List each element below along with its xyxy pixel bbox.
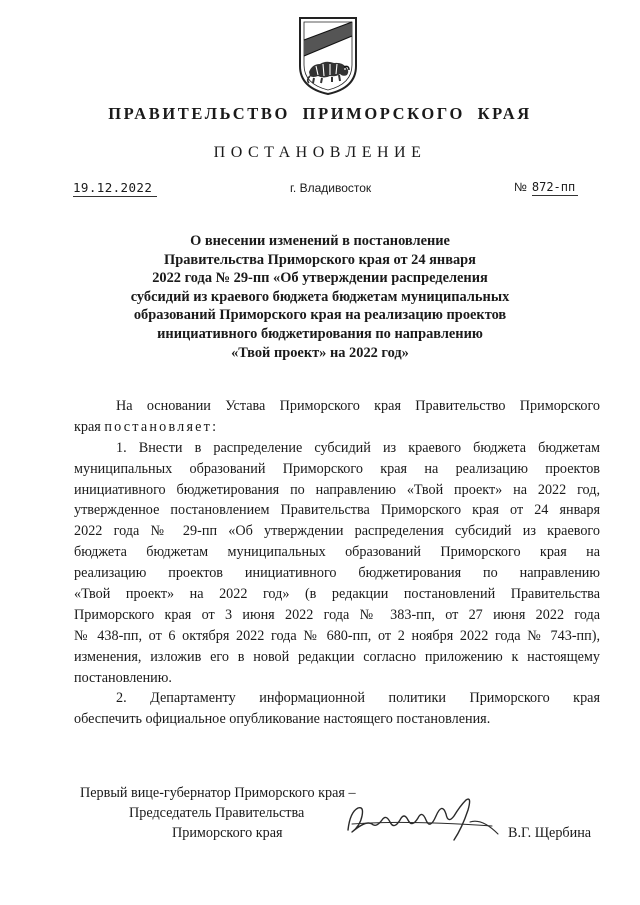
item-1-line: бюджета бюджетам муниципальных образований Приморского края на <box>74 544 600 561</box>
subject-line: субсидий из краевого бюджета бюджетам муниципальных <box>130 288 510 305</box>
item-1-line: утвержденное постановлением Правительства Приморского края от 24 января <box>74 502 600 519</box>
document-date: 19.12.2022 <box>73 180 157 197</box>
preamble-text: края <box>74 418 105 435</box>
item-1-line: 1. Внести в распределение субсидий из краевого бюджета бюджетам <box>116 439 600 456</box>
preamble-line: На основании Устава Приморского края Правительство Приморского <box>116 398 600 414</box>
item-1-line: Приморского края от 3 июня 2022 года № 383-пп, от 27 июня 2022 года <box>74 606 600 623</box>
coat-of-arms-icon <box>296 14 360 96</box>
item-1-line: 2022 года № 29-пп «Об утверждении распределения субсидий из краевого <box>74 523 600 540</box>
signatory-name: В.Г. Щербина <box>508 825 592 841</box>
item-1-line: постановлению. <box>74 669 172 686</box>
subject-line: Правительства Приморского края от 24 января <box>164 251 476 268</box>
subject-line: «Твой проект» на 2022 год» <box>231 344 409 361</box>
document-type: ПОСТАНОВЛЕНИЕ <box>213 144 427 161</box>
signatory-position: Председатель Правительства <box>129 805 305 821</box>
item-1-line: муниципальных образований Приморского края на реализацию проектов <box>74 460 600 477</box>
item-1-line: № 438-пп, от 6 октября 2022 года № 680-пп, от 2 ноября 2022 года № 743-пп), <box>74 627 600 644</box>
item-2-line: 2. Департаменту информационной политики Приморского края <box>116 690 600 707</box>
signatory-position: Приморского края <box>172 825 283 841</box>
subject-line: О внесении изменений в постановление <box>190 233 450 249</box>
preamble-line <box>74 417 600 438</box>
item-1-line: «Твой проект» на 2022 год» (в редакции постановлений Правительства <box>74 586 600 603</box>
signatory-position: Первый вице-губернатор Приморского края – <box>80 785 356 801</box>
document-number <box>514 180 578 196</box>
item-1-line: инициативного бюджетирования по направлению «Твой проект» на 2022 год, <box>74 481 600 498</box>
document-subject <box>100 232 540 362</box>
item-1-line: реализацию проектов инициативного бюджетирования по направлению <box>74 565 600 582</box>
number-value: 872-пп <box>532 180 578 196</box>
resolves-word: постановляет: <box>104 418 219 435</box>
item-1-line: изменения, изложив его в новой редакции согласно приложению к настоящему <box>74 648 600 665</box>
document-city: г. Владивосток <box>290 181 372 195</box>
number-prefix: № <box>514 180 527 194</box>
handwritten-signature-icon <box>342 790 506 848</box>
subject-line: образований Приморского края на реализацию проектов <box>133 307 507 324</box>
government-title: ПРАВИТЕЛЬСТВО ПРИМОРСКОГО КРАЯ <box>108 104 532 123</box>
item-2-line: обеспечить официальное опубликование настоящего постановления. <box>74 711 491 728</box>
document-body <box>74 396 600 730</box>
subject-line: 2022 года № 29-пп «Об утверждении распределения <box>152 270 488 287</box>
subject-line: инициативного бюджетирования по направлению <box>157 325 483 342</box>
